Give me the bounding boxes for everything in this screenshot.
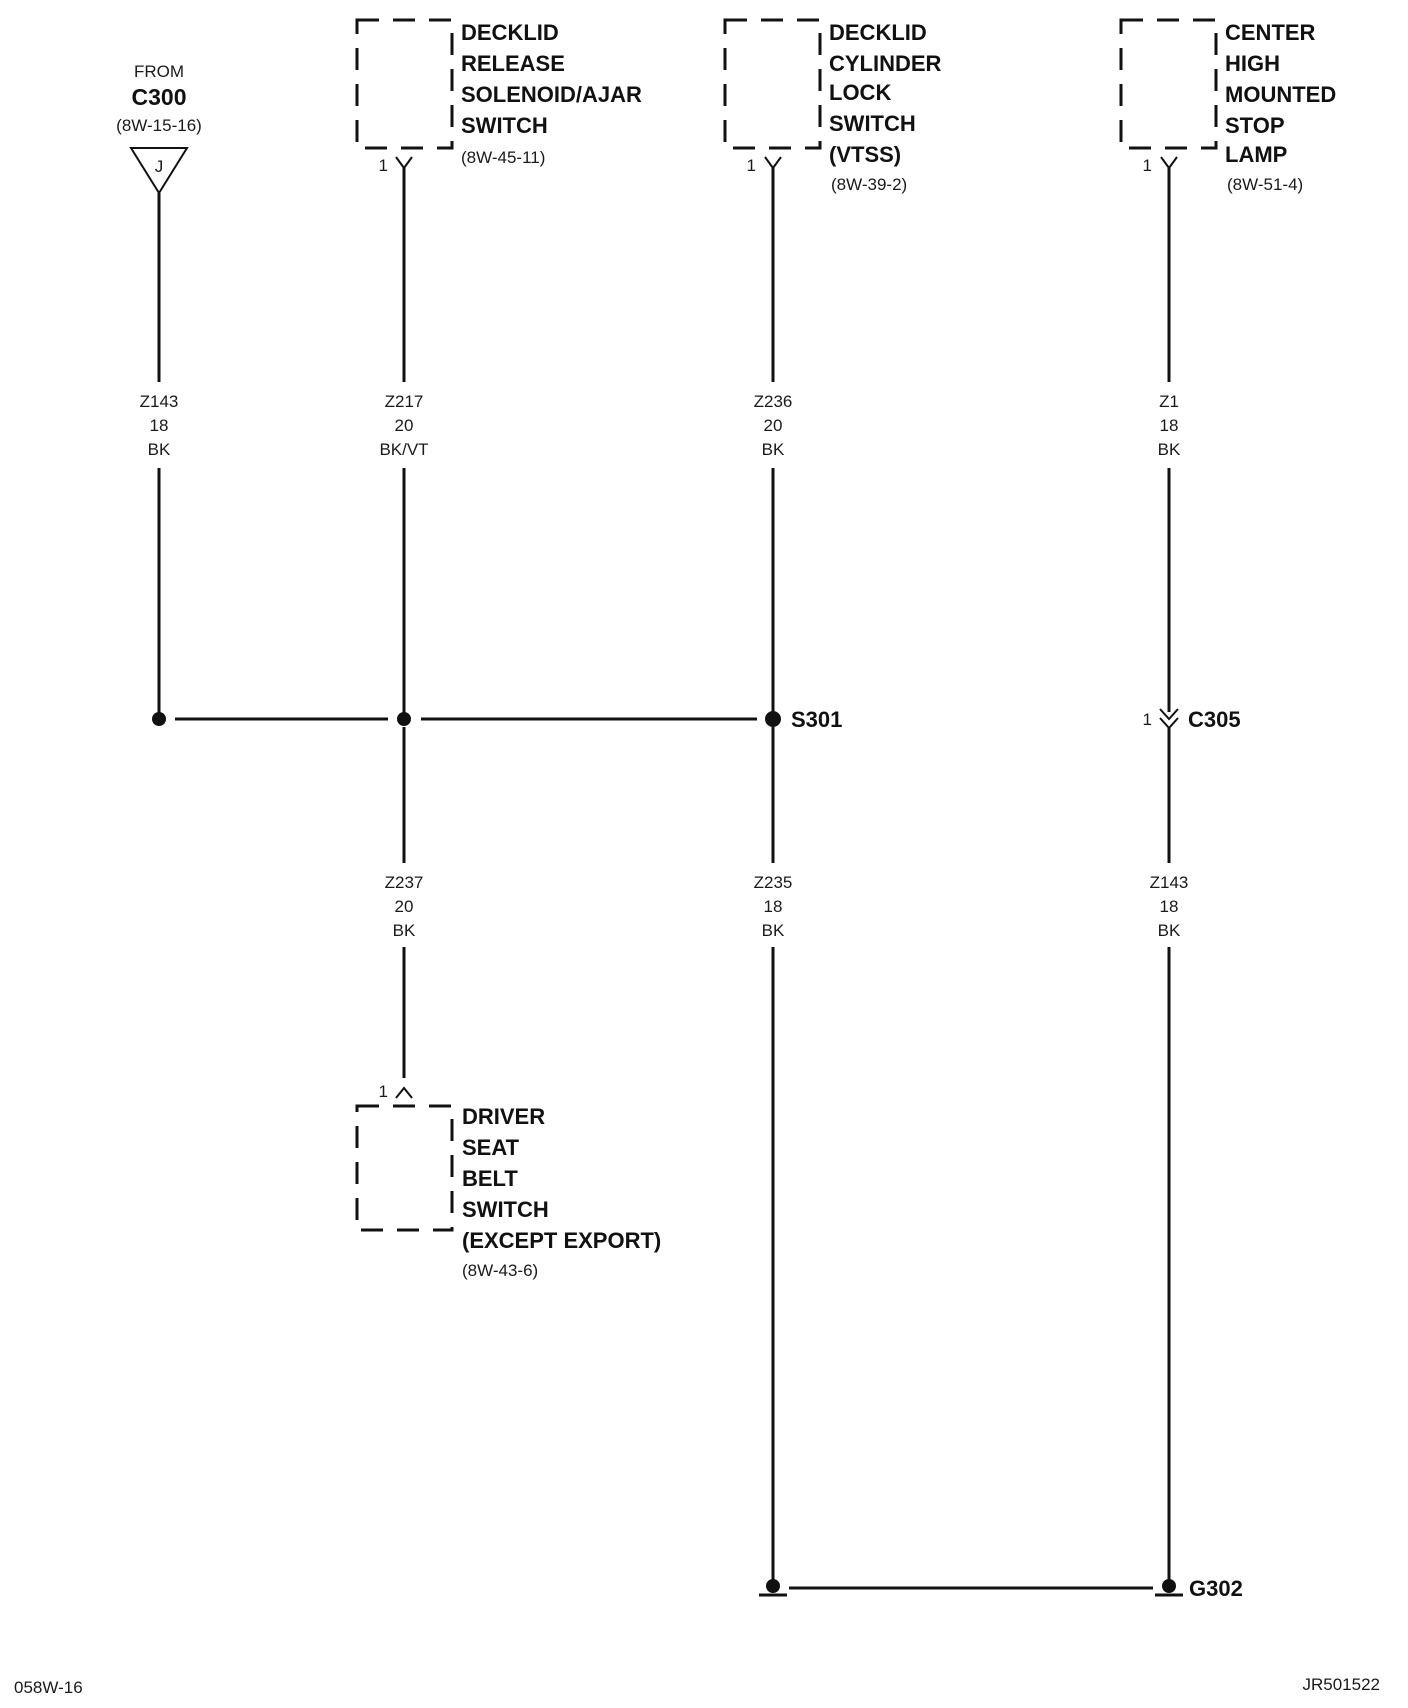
seat-belt-pin: 1: [378, 1082, 388, 1101]
wire-z237-gauge: 20: [394, 897, 414, 916]
chmsl-line-1: CENTER: [1225, 20, 1316, 45]
junction-dot-middle: [397, 712, 411, 726]
source-from-label: FROM: [133, 62, 185, 81]
wire-z236-gauge: 20: [763, 416, 783, 435]
wire-z143-bottom-circuit: Z143: [1149, 873, 1189, 892]
ground-dot-left: [766, 1579, 780, 1593]
chmsl-line-5: LAMP: [1225, 142, 1288, 167]
wire-z1-gauge: 18: [1159, 416, 1179, 435]
decklid-release-line-3: SOLENOID/AJAR: [461, 82, 642, 107]
decklid-cylinder-ref: (8W-39-2): [831, 175, 908, 194]
wire-z143-top-circuit: Z143: [139, 392, 179, 411]
decklid-cylinder-box: [725, 20, 820, 148]
decklid-cylinder-line-3: LOCK: [829, 80, 892, 105]
decklid-cylinder-line-4: SWITCH: [829, 111, 916, 136]
seat-belt-terminal-icon: [396, 1088, 412, 1098]
decklid-release-box: [357, 20, 452, 148]
wire-label-z235: [754, 873, 793, 940]
ground-g302: [759, 1576, 1243, 1601]
seat-belt-line-1: DRIVER: [462, 1104, 546, 1129]
source-c300: [116, 62, 202, 193]
seat-belt-line-5: (EXCEPT EXPORT): [462, 1228, 662, 1253]
decklid-cylinder-line-5: (VTSS): [829, 142, 902, 167]
wire-z143-bottom-color: BK: [1157, 921, 1181, 940]
ground-dot-right: [1162, 1579, 1176, 1593]
wire-z237-color: BK: [392, 921, 416, 940]
c305-pin: 1: [1142, 710, 1152, 729]
ground-label: G302: [1189, 1576, 1243, 1601]
decklid-release-ref: (8W-45-11): [461, 148, 546, 167]
decklid-release-terminal-icon: [396, 157, 412, 168]
seat-belt-box: [357, 1106, 452, 1230]
footer-left-code: 058W-16: [14, 1678, 83, 1697]
decklid-release-line-4: SWITCH: [461, 113, 548, 138]
wire-z236-color: BK: [761, 440, 785, 459]
wire-z217-circuit: Z217: [384, 392, 424, 411]
decklid-cylinder-pin: 1: [746, 156, 756, 175]
chmsl-box: [1121, 20, 1216, 148]
wire-label-z1: [1158, 392, 1181, 459]
decklid-release-pin: 1: [378, 156, 388, 175]
wire-z143-bottom-gauge: 18: [1159, 897, 1179, 916]
c305-label: C305: [1188, 707, 1241, 732]
wire-z1-circuit: Z1: [1159, 392, 1179, 411]
decklid-cylinder-line-2: CYLINDER: [829, 51, 942, 76]
wire-label-z217: [379, 392, 428, 459]
inline-connector-c305: [1143, 707, 1241, 732]
chmsl-terminal-icon: [1161, 157, 1177, 168]
component-chmsl: [1121, 20, 1336, 194]
wire-z237-circuit: Z237: [384, 873, 424, 892]
source-ref: (8W-15-16): [116, 116, 202, 135]
chmsl-line-4: STOP: [1225, 113, 1285, 138]
wire-z143-top-gauge: 18: [149, 416, 169, 435]
source-connector-label: C300: [131, 84, 187, 110]
wire-z235-circuit: Z235: [753, 873, 793, 892]
wire-z235-gauge: 18: [763, 897, 783, 916]
wire-z217-color: BK/VT: [379, 440, 429, 459]
chmsl-line-2: HIGH: [1225, 51, 1280, 76]
decklid-release-line-2: RELEASE: [461, 51, 565, 76]
wire-label-z236: [754, 392, 793, 459]
seat-belt-line-4: SWITCH: [462, 1197, 549, 1222]
chmsl-ref: (8W-51-4): [1227, 175, 1304, 194]
component-decklid-cylinder: [725, 20, 942, 194]
decklid-cylinder-terminal-icon: [765, 157, 781, 168]
wire-z235-color: BK: [761, 921, 785, 940]
seat-belt-ref: (8W-43-6): [462, 1261, 539, 1280]
wire-label-z143-top: [140, 392, 179, 459]
wire-z143-top-color: BK: [147, 440, 171, 459]
seat-belt-line-3: BELT: [462, 1166, 518, 1191]
chmsl-pin: 1: [1142, 156, 1152, 175]
splice-dot: [765, 711, 781, 727]
component-decklid-release: [357, 20, 642, 175]
decklid-cylinder-line-1: DECKLID: [829, 20, 927, 45]
chmsl-line-3: MOUNTED: [1225, 82, 1337, 107]
wire-label-z143-bottom: [1150, 873, 1189, 940]
junction-dot-left: [152, 712, 166, 726]
splice-label: S301: [791, 707, 843, 732]
wire-label-z237: [385, 873, 424, 940]
wire-z217-gauge: 20: [394, 416, 414, 435]
wire-z236-circuit: Z236: [753, 392, 793, 411]
wire-z1-color: BK: [1157, 440, 1181, 459]
seat-belt-line-2: SEAT: [462, 1135, 520, 1160]
source-pin: J: [154, 157, 164, 176]
component-driver-seat-belt: [357, 1082, 661, 1280]
footer-right-code: JR501522: [1302, 1675, 1380, 1694]
decklid-release-line-1: DECKLID: [461, 20, 559, 45]
